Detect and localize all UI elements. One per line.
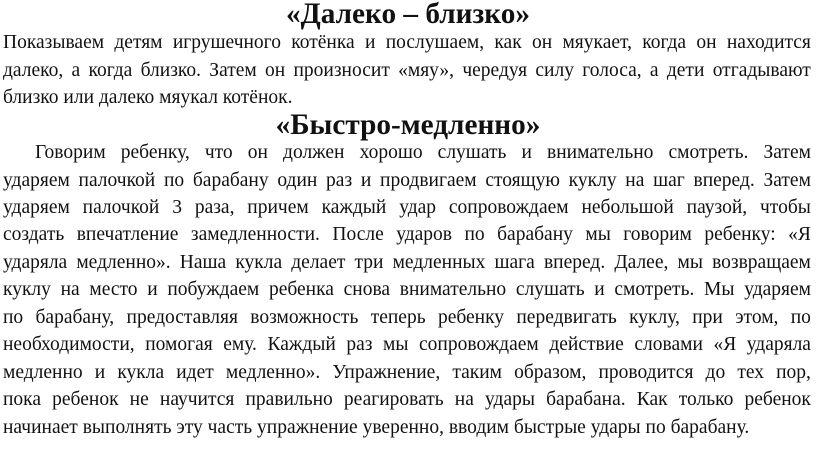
- word: причем: [247, 197, 309, 218]
- paragraph-line: начинает выполнять эту часть упражнение уверенно, вводим быстрые удары по барабану.: [3, 417, 750, 438]
- word: «мяу»,: [398, 60, 455, 81]
- word: смотреть.: [614, 279, 695, 300]
- word: шага: [494, 252, 535, 273]
- word: паузой,: [686, 197, 748, 218]
- word: а: [71, 60, 81, 81]
- word: куклу,: [629, 307, 680, 328]
- word: говорим: [623, 224, 692, 245]
- word: он: [247, 142, 268, 163]
- word: стоящую: [485, 170, 560, 191]
- word: по: [3, 307, 24, 328]
- word: Как: [636, 389, 668, 410]
- word: тех: [737, 362, 764, 383]
- word: ударяла: [746, 334, 811, 355]
- word: барабану: [192, 170, 269, 191]
- word: ему.: [223, 334, 257, 355]
- word: игрушечного: [172, 32, 281, 53]
- word: 3: [172, 197, 182, 218]
- word: удары: [485, 389, 535, 410]
- word: медленно: [3, 362, 83, 383]
- word: вперед.: [543, 252, 606, 273]
- word: кукла: [117, 362, 165, 383]
- word: барабану,: [35, 307, 115, 328]
- word: создать: [3, 224, 65, 245]
- word: только: [678, 389, 734, 410]
- word: научится: [159, 389, 235, 410]
- word: этом,: [735, 307, 779, 328]
- paragraph-line: [3, 388, 811, 412]
- word: по: [464, 224, 485, 245]
- word: раза,: [194, 197, 235, 218]
- word: ребенок: [52, 389, 119, 410]
- word: медленно».: [76, 252, 171, 273]
- word: на: [454, 389, 474, 410]
- word: таким: [452, 362, 502, 383]
- word: находится: [726, 32, 811, 53]
- word: по: [790, 307, 811, 328]
- word: должен: [283, 142, 345, 163]
- word: медленных: [392, 252, 486, 273]
- word: он: [265, 60, 286, 81]
- word: слушать: [515, 279, 585, 300]
- word: чтобы: [760, 197, 811, 218]
- word: ребенку,: [120, 142, 190, 163]
- word: пока: [3, 389, 42, 410]
- word: Затем: [763, 170, 811, 191]
- word: продвигаем: [380, 170, 477, 191]
- word: сопровождаем: [448, 197, 569, 218]
- word: хорошо: [359, 142, 423, 163]
- word: каждый: [321, 197, 387, 218]
- word: что: [204, 142, 233, 163]
- word: смотреть.: [668, 142, 749, 163]
- word: действие: [549, 334, 624, 355]
- word: когда: [642, 32, 687, 53]
- word: по: [163, 170, 185, 191]
- word: три: [354, 252, 384, 273]
- word: мяукает,: [562, 32, 632, 53]
- word: Мы: [704, 279, 735, 300]
- word: Говорим: [35, 142, 106, 163]
- word: идет: [176, 362, 214, 383]
- word: далеко,: [3, 60, 64, 81]
- word: ребенку: [437, 307, 505, 328]
- word: он: [531, 32, 553, 53]
- word: куклу: [3, 279, 51, 300]
- word: замедленности.: [190, 224, 320, 245]
- word: произносит: [293, 60, 390, 81]
- word: и: [364, 32, 376, 53]
- word: реагировать: [343, 389, 444, 410]
- word: место: [89, 279, 138, 300]
- word: медленно».: [225, 362, 321, 383]
- word: детям: [114, 32, 163, 53]
- word: Затем: [209, 60, 257, 81]
- word: ударяем: [3, 170, 70, 191]
- word: ребенка: [268, 279, 334, 300]
- heading-far-near: «Далеко – близко»: [286, 0, 530, 30]
- word: Далее,: [614, 252, 669, 273]
- word: палочкой: [82, 197, 160, 218]
- word: шаг: [653, 170, 685, 191]
- word: образом,: [514, 362, 587, 383]
- word: предоставляя: [126, 307, 238, 328]
- word: голоса,: [582, 60, 642, 81]
- word: послушаем,: [385, 32, 485, 53]
- word: ударяем: [3, 197, 70, 218]
- paragraph-line: [3, 361, 811, 385]
- word: не: [129, 389, 149, 410]
- paragraph-line: [3, 306, 811, 330]
- word: мы: [585, 224, 611, 245]
- word: отгадывают: [712, 60, 811, 81]
- word: куклу: [568, 170, 617, 191]
- paragraph-line: [3, 196, 811, 220]
- word: Показываем: [3, 32, 105, 53]
- word: словами: [634, 334, 703, 355]
- word: когда: [88, 60, 133, 81]
- word: внимательно: [399, 279, 507, 300]
- word: «Я: [713, 334, 737, 355]
- word: на: [625, 170, 645, 191]
- word: возвращаем: [712, 252, 811, 273]
- word: После: [332, 224, 384, 245]
- word: на: [60, 279, 80, 300]
- word: барабана.: [546, 389, 626, 410]
- word: близко.: [140, 60, 202, 81]
- word: при: [692, 307, 723, 328]
- word: ударяла: [3, 252, 68, 273]
- heading-fast-slow: «Быстро-медленно»: [275, 109, 541, 141]
- word: ударяем: [744, 279, 811, 300]
- word: раз: [346, 334, 373, 355]
- word: Каждый: [267, 334, 336, 355]
- word: «Я: [788, 224, 811, 245]
- word: внимательно: [546, 142, 654, 163]
- word: мы: [383, 334, 409, 355]
- word: ребенку:: [704, 224, 776, 245]
- word: и: [594, 279, 605, 300]
- word: побуждаем: [167, 279, 260, 300]
- word: Упражнение,: [332, 362, 441, 383]
- word: снова: [343, 279, 391, 300]
- word: возможность: [250, 307, 359, 328]
- word: кукла: [235, 252, 283, 273]
- word: необходимости,: [3, 334, 135, 355]
- word: проводится: [598, 362, 694, 383]
- paragraph-line: [3, 31, 811, 55]
- word: небольшой: [581, 197, 674, 218]
- word: и: [147, 279, 158, 300]
- word: Наша: [179, 252, 227, 273]
- paragraph-line: [3, 251, 811, 275]
- word: как: [494, 32, 522, 53]
- paragraph-line: [3, 278, 811, 302]
- word: передвигать: [516, 307, 617, 328]
- word: ребенок: [744, 389, 811, 410]
- word: удар: [399, 197, 437, 218]
- word: один: [277, 170, 318, 191]
- word: помогая: [145, 334, 213, 355]
- word: он: [696, 32, 717, 53]
- word: чередуя: [462, 60, 528, 81]
- word: а: [649, 60, 659, 81]
- word: силу: [535, 60, 574, 81]
- word: впечатление: [76, 224, 179, 245]
- word: и: [521, 142, 532, 163]
- word: ударов: [396, 224, 453, 245]
- word: вперед.: [693, 170, 755, 191]
- word: барабану: [497, 224, 573, 245]
- paragraph-line: [3, 169, 811, 193]
- word: палочкой: [78, 170, 156, 191]
- paragraph-line: [3, 223, 811, 247]
- paragraph-line: [3, 141, 811, 165]
- word: и: [360, 170, 372, 191]
- word: делает: [291, 252, 346, 273]
- word: дети: [666, 60, 705, 81]
- paragraph-line: [3, 333, 811, 357]
- word: раз: [326, 170, 353, 191]
- word: пор,: [776, 362, 811, 383]
- word: и: [94, 362, 106, 383]
- word: сопровождаем: [419, 334, 539, 355]
- word: котёнка: [291, 32, 355, 53]
- word: Затем: [763, 142, 811, 163]
- word: правильно: [245, 389, 333, 410]
- paragraph-line: близко или далеко мяукал котёнок.: [3, 87, 293, 108]
- paragraph-line: [3, 59, 811, 83]
- word: теперь: [370, 307, 426, 328]
- word: мы: [677, 252, 703, 273]
- word: до: [705, 362, 726, 383]
- word: слушать: [437, 142, 507, 163]
